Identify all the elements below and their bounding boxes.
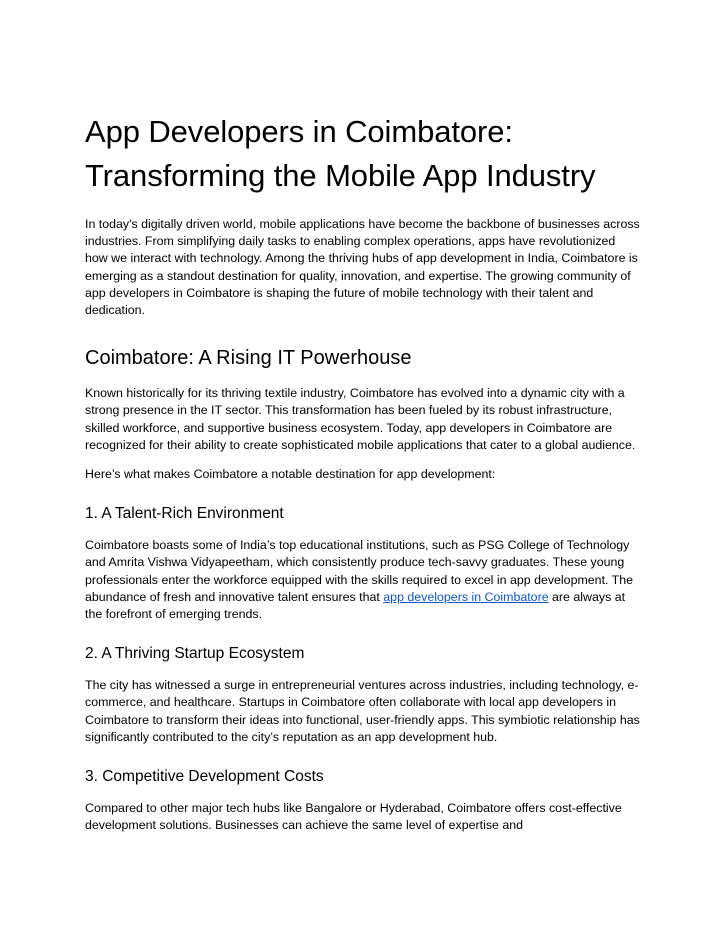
subheading-talent-rich: 1. A Talent-Rich Environment <box>85 505 284 523</box>
startup-ecosystem-paragraph: The city has witnessed a surge in entrepreneurial ventures across industries, including technology, e-commerce, and healthcare. Startups in Coimbatore often collaborate with local app developers in Coimbatore to transform their ideas into functional, user-friendly apps. This symbiotic relationship has significantly contributed to the city’s reputation as an app development hub. <box>85 678 640 744</box>
page-title: App Developers in Coimbatore: Transforming the Mobile App Industry <box>85 114 596 193</box>
talent-rich-paragraph <box>85 537 640 623</box>
it-powerhouse-paragraph: Known historically for its thriving textile industry, Coimbatore has evolved into a dynamic city with a strong presence in the IT sector. This transformation has been fueled by its robust infrastructure, skilled workforce, and supportive business ecosystem. Today, app developers in Coimbatore are recognized for their ability to create sophisticated mobile applications that cater to a global audience. <box>85 386 636 452</box>
destination-intro-paragraph: Here’s what makes Coimbatore a notable destination for app development: <box>85 467 496 482</box>
section-heading-it-powerhouse: Coimbatore: A Rising IT Powerhouse <box>85 347 412 370</box>
talent-rich-text-before: Coimbatore boasts some of India’s top educational institutions, such as PSG College of Technology and Amrita Vishwa Vidyapeetham, which consistently produce tech-savvy graduates. These young professionals enter the workforce equipped with the skills required to excel in app development. The abundance of fresh and innovative talent ensures that <box>85 538 634 604</box>
subheading-development-costs: 3. Competitive Development Costs <box>85 768 324 786</box>
talent-rich-text-after: are always at the forefront of emerging trends. <box>85 589 626 622</box>
app-developers-link[interactable]: app developers in Coimbatore <box>383 589 549 604</box>
development-costs-paragraph: Compared to other major tech hubs like Bangalore or Hyderabad, Coimbatore offers cost-effective development solutions. Businesses can achieve the same level of expertise and <box>85 801 622 833</box>
intro-paragraph: In today's digitally driven world, mobile applications have become the backbone of businesses across industries. From simplifying daily tasks to enabling complex operations, apps have revolutionized how we interact with technology. Among the thriving hubs of app development in India, Coimbatore is emerging as a standout destination for quality, innovation, and expertise. The growing community of app developers in Coimbatore is shaping the future of mobile technology with their talent and dedication. <box>85 217 640 318</box>
document-body <box>85 110 640 846</box>
subheading-startup-ecosystem: 2. A Thriving Startup Ecosystem <box>85 645 305 663</box>
